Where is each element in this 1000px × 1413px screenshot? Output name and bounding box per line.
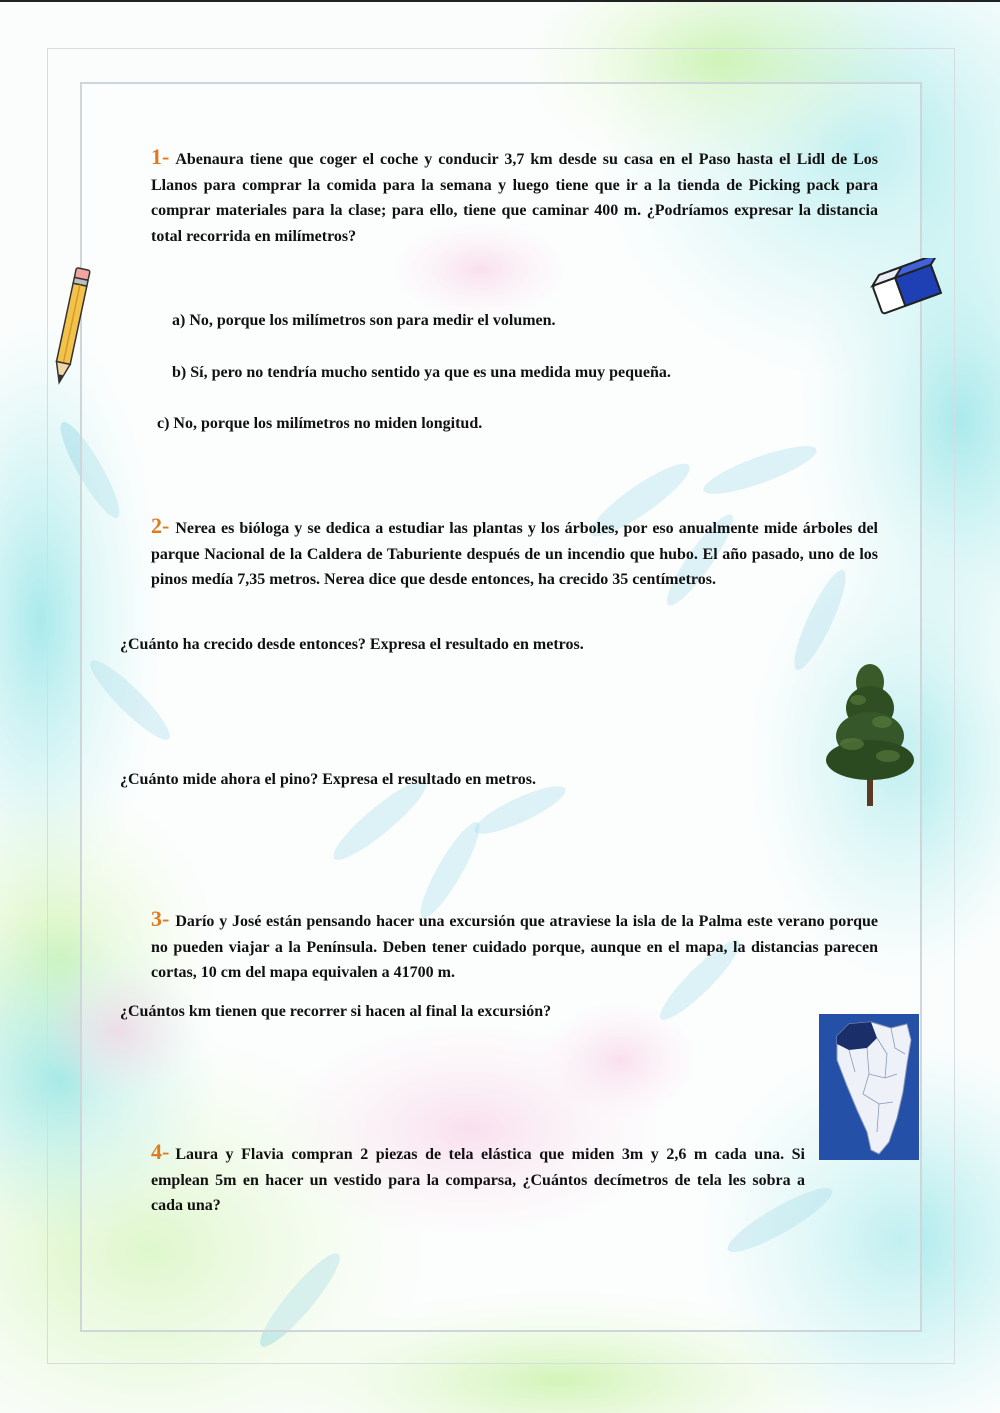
question-3-sub-1: ¿Cuántos km tienen que recorrer si hacen al final la excursión? <box>120 1003 552 1020</box>
question-1-option-b: b) Sí, pero no tendría mucho sentido ya que es una medida muy pequeña. <box>172 364 671 381</box>
question-2 <box>151 513 878 593</box>
pencil-icon <box>52 262 92 392</box>
question-2-sub-2: ¿Cuánto mide ahora el pino? Expresa el resultado en metros. <box>120 771 537 788</box>
eraser-icon <box>870 258 946 322</box>
question-1-number: 1- <box>151 144 170 169</box>
question-4 <box>151 1139 805 1219</box>
question-2-sub-1: ¿Cuánto ha crecido desde entonces? Expresa el resultado en metros. <box>120 636 584 653</box>
question-1 <box>151 144 878 249</box>
question-3 <box>151 906 878 986</box>
question-2-number: 2- <box>151 513 170 538</box>
question-4-text: Laura y Flavia compran 2 piezas de tela elástica que miden 3m y 2,6 m cada una. Si emplean 5m en hacer un vestido para la comparsa, ¿Cuántos decímetros de tela les sobra a cada una? <box>151 1146 805 1214</box>
pine-tree-icon <box>822 660 918 808</box>
question-4-number: 4- <box>151 1139 170 1164</box>
question-1-option-a: a) No, porque los milímetros son para medir el volumen. <box>172 312 556 329</box>
question-2-text: Nerea es bióloga y se dedica a estudiar las plantas y los árboles, por eso anualmente mide árboles del parque Nacional de la Caldera de Taburiente después de un incendio que hubo. El año pasado, uno de los pinos medía 7,35 metros. Nerea dice que desde entonces, ha crecido 35 centímetros. <box>151 520 878 588</box>
question-1-option-c: c) No, porque los milímetros no miden longitud. <box>157 415 483 432</box>
question-1-text: Abenaura tiene que coger el coche y conducir 3,7 km desde su casa en el Paso hasta el Lidl de Los Llanos para comprar la comida para la semana y luego tiene que ir a la tienda de Picking pack para comprar materiales para la clase; para ello, tiene que caminar 400 m. ¿Podríamos expresar la distancia total recorrida en milímetros? <box>151 151 878 245</box>
top-border-line <box>0 0 1000 2</box>
la-palma-map-icon <box>819 1014 919 1160</box>
question-3-number: 3- <box>151 906 170 931</box>
question-3-text: Darío y José están pensando hacer una excursión que atraviese la isla de la Palma este verano porque no pueden viajar a la Península. Deben tener cuidado porque, aunque en el mapa, la distancias parecen cortas, 10 cm del mapa equivalen a 41700 m. <box>151 913 878 981</box>
